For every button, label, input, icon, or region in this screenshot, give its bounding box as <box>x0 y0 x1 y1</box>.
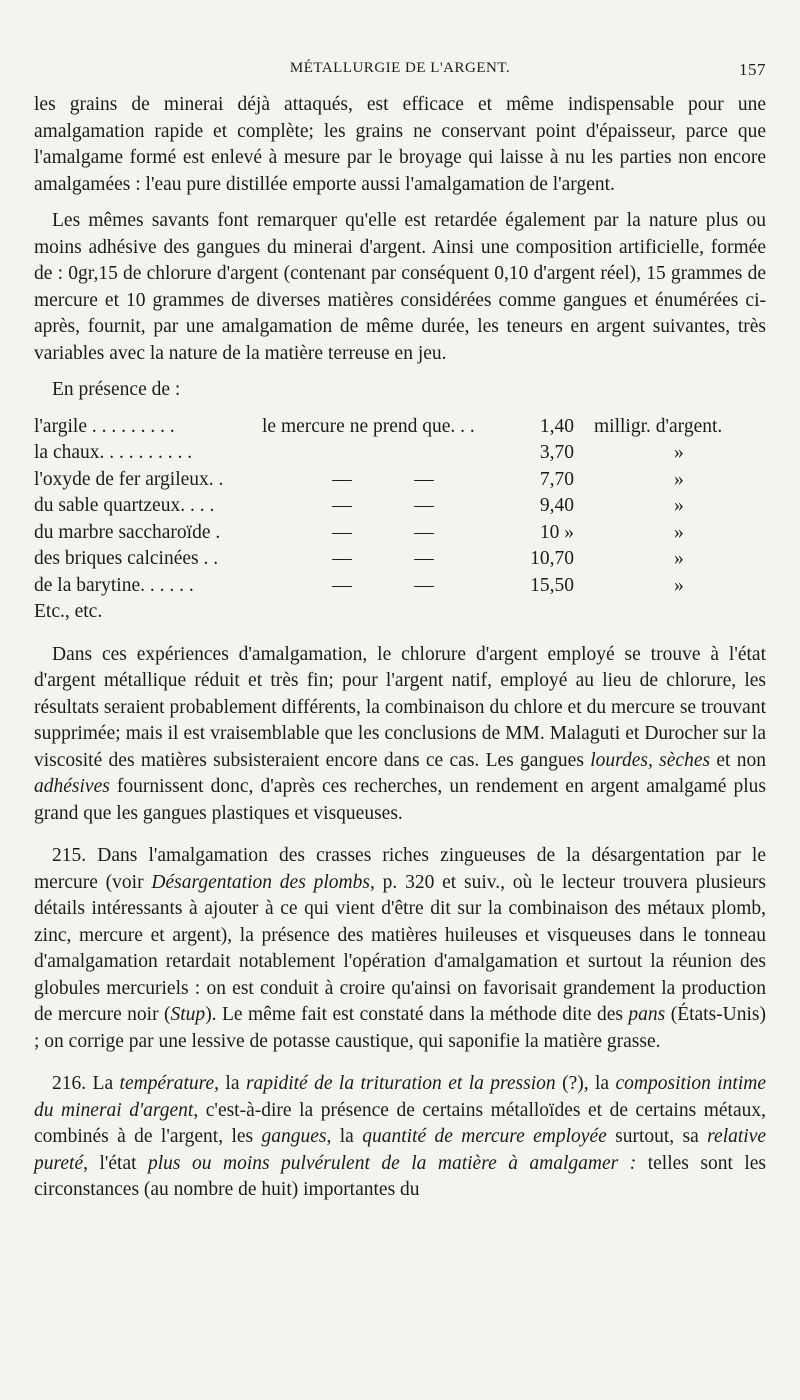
row-unit: milligr. d'argent. <box>594 415 723 437</box>
row-label: du sable quartzeux. . . . <box>34 495 215 516</box>
paragraph-2: Les mêmes savants font remarquer qu'elle est retardée également par la nature plus ou moins adhésive des gangues du minerai d'argent. Ainsi une composition artificielle, formée de : 0gr,15 de chlorure d'argent (contenant par conséquent 0,10 d'argent réel), 15 grammes de mercure et 10 grammes de diverses matières considérées comme gangues et énumérées ci-après, fournit, par une amalgamation de même durée, les teneurs en argent suivantes, très variables avec la nature de la matière terreuse en jeu. <box>34 210 766 364</box>
table-row <box>34 467 766 494</box>
row-dash: — <box>414 468 434 490</box>
row-ditto: » <box>674 548 684 569</box>
row-dash: — <box>332 495 352 516</box>
table-row <box>34 573 766 600</box>
row-dash: — <box>332 521 352 543</box>
page-header <box>34 60 766 82</box>
section-215: 215. Dans l'amalgamation des crasses riches zingueuses de la désargentation par le mercure (voir Désargentation des plombs, p. 320 et suiv., où le lecteur trouvera plusieurs détails intéressants à ajouter à ce qui vient d'être dit sur la combinaison des métaux plomb, zinc, mercure et argent), la présence des matières huileuses et visqueuses dans le tonneau d'amalgamation retardait notablement l'opération d'amalgamation et surtout la réunion des globules mercuriels : on est conduit à croire qu'ainsi on favorisait grandement la production de mercure noir (Stup). Le même fait est constaté dans la méthode dite des pans (États-Unis) ; on corrige par une lessive de potasse caustique, qui saponifie la matière grasse. <box>34 845 767 1052</box>
row-dash: — <box>332 548 352 569</box>
page-body <box>34 92 766 1204</box>
presence-label: En présence de : <box>52 379 181 400</box>
page-number: 157 <box>739 60 766 79</box>
row-dash: — <box>414 495 434 516</box>
table-row <box>34 493 766 520</box>
table-row <box>34 440 766 467</box>
table-row <box>34 414 766 441</box>
row-ditto: » <box>674 442 684 463</box>
row-dash: — <box>332 468 352 490</box>
running-title: MÉTALLURGIE DE L'ARGENT. <box>289 60 511 76</box>
row-dash: — <box>414 548 434 569</box>
section-216: 216. La température, la rapidité de la trituration et la pression (?), la composition intime du minerai d'argent, c'est-à-dire la présence de certains métalloïdes et de certains métaux, combinés à de l'argent, les gangues, la quantité de mercure employée surtout, sa relative pureté, l'état plus ou moins pulvérulent de la matière à amalgamer : telles sont les circonstances (au nombre de huit) importantes du <box>34 1073 767 1200</box>
table-row <box>34 546 766 573</box>
row-dash: — <box>414 574 434 596</box>
row-ditto: » <box>674 521 684 543</box>
section-number: 216. <box>52 1073 87 1094</box>
row-ditto: » <box>674 574 684 596</box>
row-label: l'oxyde de fer argileux. . <box>34 468 224 490</box>
row-value: 1,40 <box>539 415 574 437</box>
row-value: 3,70 <box>539 442 574 463</box>
row-value: 15,50 <box>530 574 574 596</box>
row-label: l'argile . . . . . . . . . <box>34 415 175 437</box>
row-dash: — <box>332 574 352 596</box>
row-value: 9,40 <box>539 495 574 516</box>
table-row <box>34 520 766 547</box>
row-verb: le mercure ne prend que. . . <box>262 415 475 437</box>
etc-label: Etc., etc. <box>34 601 103 622</box>
row-value: 7,70 <box>539 468 574 490</box>
row-label: la chaux. . . . . . . . . . <box>34 442 193 463</box>
row-label: du marbre saccharoïde . <box>34 521 221 543</box>
row-label: de la barytine. . . . . . <box>34 574 194 596</box>
section-number: 215. <box>52 845 87 866</box>
row-value: 10 » <box>539 521 574 543</box>
amalgamation-table <box>34 414 766 626</box>
row-label: des briques calcinées . . <box>34 548 219 569</box>
row-ditto: » <box>674 468 684 490</box>
row-value: 10,70 <box>530 548 574 569</box>
paragraph-3: Dans ces expériences d'amalgamation, le chlorure d'argent employé se trouve à l'état d'argent métallique réduit et très fin; pour l'argent natif, employé au lieu de chlorure, les résultats seraient probablement différents, la combinaison du chlore et du mercure se trouvant supprimée; mais il est vraisemblable que les conclusions de MM. Malaguti et Durocher sur la viscosité des matières subsisteraient encore dans ce cas. Les gangues lourdes, sèches et non adhésives fournissent donc, d'après ces recherches, un rendement en argent amalgamé plus grand que les gangues plastiques et visqueuses. <box>34 643 766 824</box>
paragraph-1: les grains de minerai déjà attaqués, est efficace et même indispensable pour une amalgamation rapide et complète; les grains ne conservant point d'épaisseur, parce que l'amalgame formé est enlevé à mesure par le broyage qui laisse à nu les parties non encore amalgamées : l'eau pure distillée emporte aussi l'amalgamation de l'argent. <box>34 94 766 195</box>
row-ditto: » <box>674 495 684 516</box>
table-row <box>34 599 766 626</box>
row-dash: — <box>414 521 434 543</box>
